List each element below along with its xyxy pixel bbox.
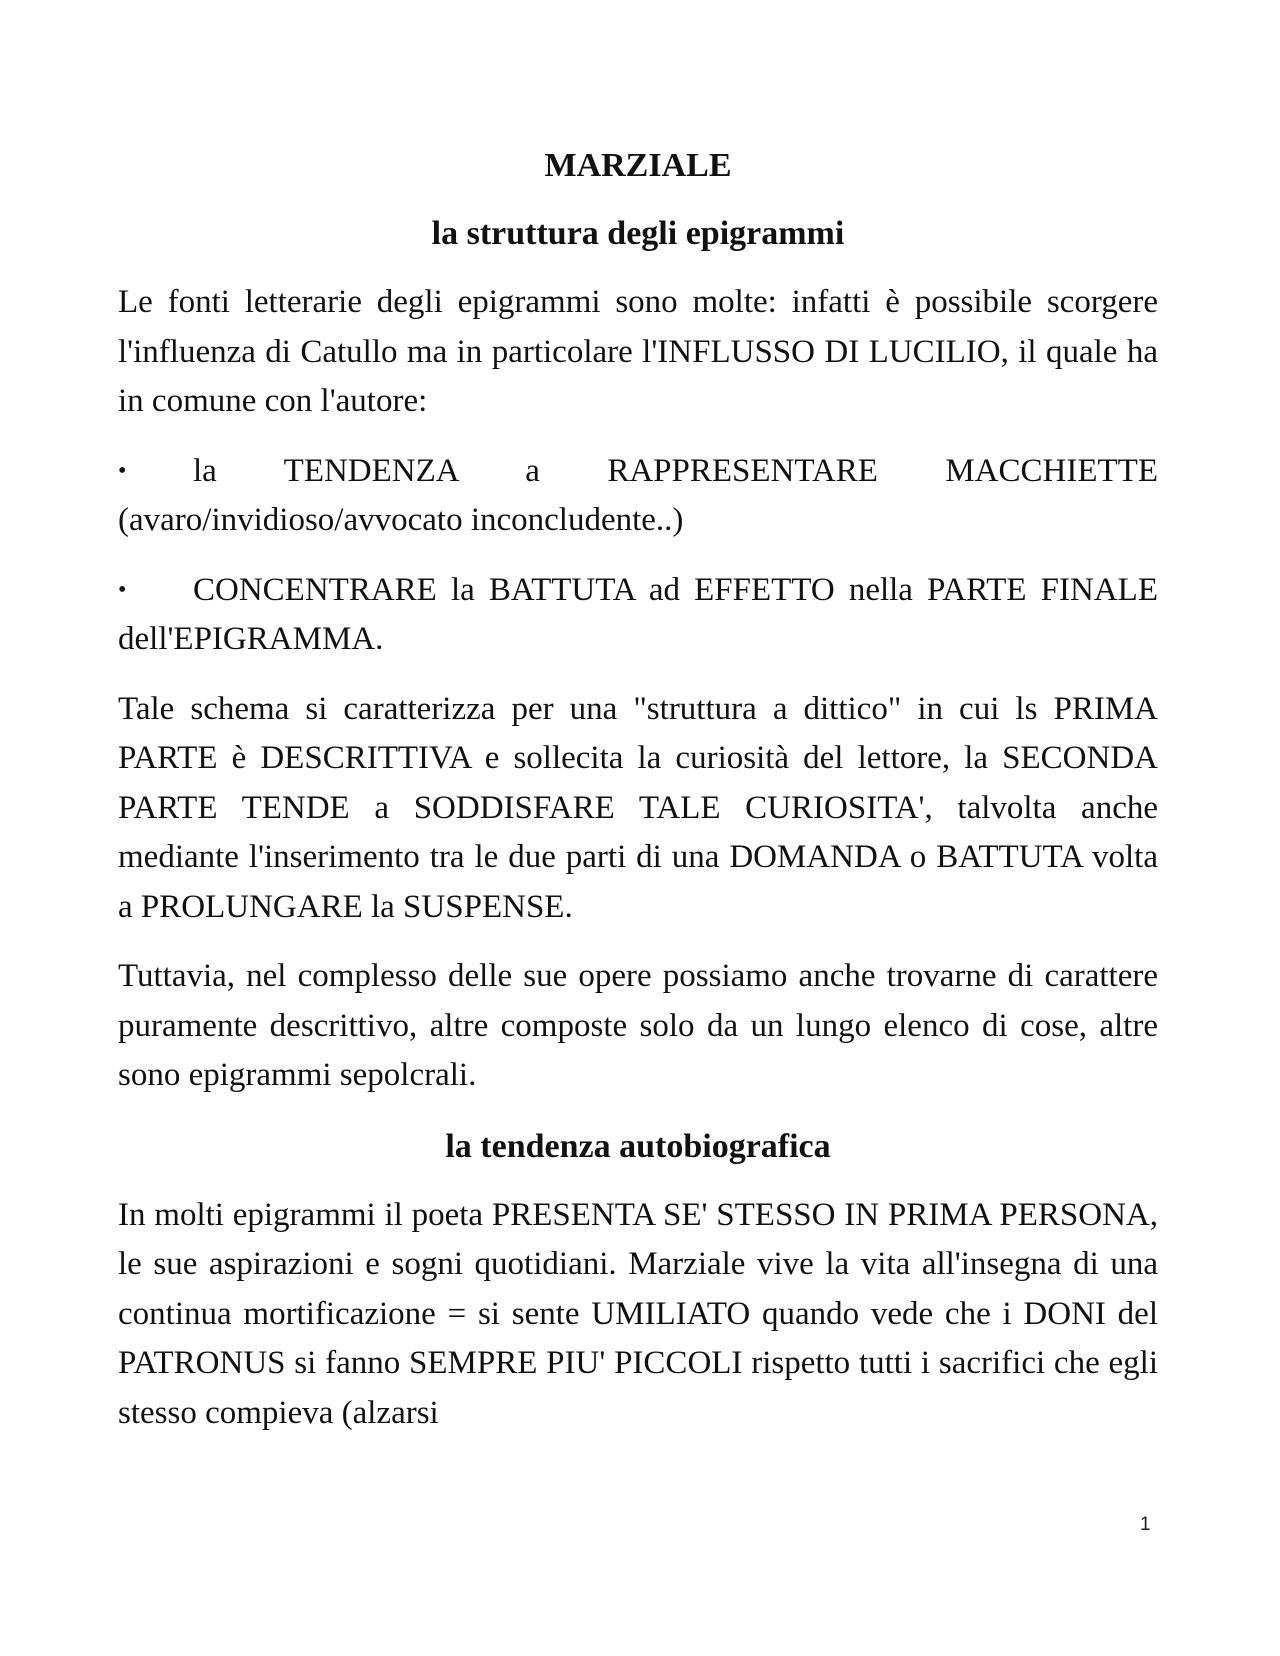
list-item-text: la TENDENZA a RAPPRESENTARE MACCHIETTE (avaro/invidioso/avvocato inconcludente..) bbox=[118, 452, 1158, 538]
paragraph-autobiografia: In molti epigrammi il poeta PRESENTA SE' STESSO IN PRIMA PERSONA, le sue aspirazioni e sogni quotidiani. Marziale vive la vita all'insegna di una continua mortificazione = si sente UMILIATO quando vede che i DONI del PATRONUS si fanno SEMPRE PIU' PICCOLI rispetto tutti i sacrifici che egli stesso compieva (alzarsi bbox=[118, 1196, 1158, 1431]
paragraph-dittico: Tale schema si caratterizza per una "struttura a dittico" in cui ls PRIMA PARTE è DESCRITTIVA e sollecita la curiosità del lettore, la SECONDA PARTE TENDE a SODDISFARE TALE CURIOSITA', talvolta anche mediante l'inserimento tra le due parti di una DOMANDA o BATTUTA volta a PROLUNGARE la SUSPENSE. bbox=[118, 690, 1158, 925]
section-heading-autobiografica: la tendenza autobiografica bbox=[445, 1127, 831, 1165]
document-page bbox=[118, 140, 1158, 1458]
list-item-text: CONCENTRARE la BATTUTA ad EFFETTO nella PARTE FINALE dell'EPIGRAMMA. bbox=[118, 571, 1158, 657]
list-item-battuta bbox=[118, 566, 1158, 665]
bullet-icon: • bbox=[118, 576, 127, 603]
list-item-macchiette bbox=[118, 447, 1158, 546]
paragraph-fonti: Le fonti letterarie degli epigrammi sono molte: infatti è possibile scorgere l'influenza di Catullo ma in particolare l'INFLUSSO DI LUCILIO, il quale ha in comune con l'autore: bbox=[118, 284, 1158, 419]
section-heading-struttura: la struttura degli epigrammi bbox=[431, 215, 845, 252]
paragraph-tuttavia: Tuttavia, nel complesso delle sue opere possiamo anche trovarne di carattere puramente descrittivo, altre composte solo da un lungo elenco di cose, altre sono epigrammi sepolcrali. bbox=[118, 958, 1158, 1093]
bullet-icon: • bbox=[118, 457, 127, 484]
page-number: 1 bbox=[1140, 1514, 1151, 1535]
document-title: MARZIALE bbox=[544, 147, 732, 184]
